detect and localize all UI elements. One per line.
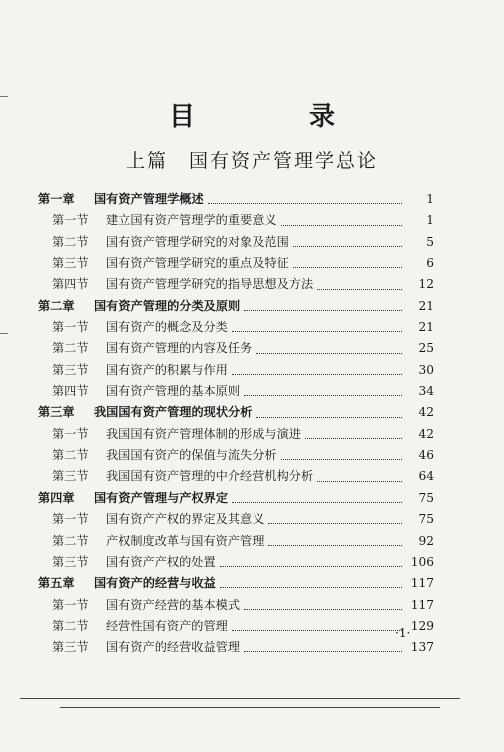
toc-entry-title: 我国国有资产的保值与流失分析 [106,448,277,463]
toc-entry-page: 21 [418,320,434,335]
toc-entry[interactable] [38,489,434,510]
toc-entry-page: 64 [418,469,434,484]
toc-entry-page: 1 [426,192,434,206]
dot-leader [244,395,402,396]
dot-leader [268,523,402,524]
toc-entry[interactable] [38,275,434,296]
toc-entry-number: 第三节 [52,640,89,655]
toc-entry[interactable] [38,467,434,488]
toc-entry-page: 12 [418,277,434,292]
toc-entry-title: 国有资产管理的内容及任务 [106,341,253,356]
toc-entry-page: 21 [418,298,434,313]
margin-tick-mark [0,333,8,334]
toc-entry-page: 42 [418,426,434,441]
dot-leader [305,438,402,439]
toc-entry[interactable] [38,190,434,211]
toc-entry-number: 第三节 [52,469,89,484]
dot-leader [232,502,402,503]
toc-entry-title: 国有资产管理的基本原则 [106,384,241,399]
toc-entry-title: 国有资产管理学研究的对象及范围 [106,234,289,249]
toc-entry-number: 第一节 [52,213,89,228]
page-title: 目 录 [168,102,379,132]
toc-entry-title: 国有资产的经营与收益 [94,576,216,591]
toc-entry[interactable] [38,425,434,446]
toc-entry-title: 国有资产管理的分类及原则 [94,298,241,313]
dot-leader [256,417,402,418]
toc-entry[interactable] [38,553,434,574]
toc-entry-page: 1 [426,213,434,228]
toc-entry-title: 国有资产管理学研究的重点及特征 [106,256,289,271]
bottom-rule [60,707,440,708]
toc-entry-title: 我国国有资产管理的现状分析 [94,405,253,420]
toc-entry-number: 第二节 [52,234,89,249]
toc-entry-number: 第五章 [38,576,75,591]
toc-entry[interactable] [38,254,434,275]
toc-entry[interactable] [38,510,434,531]
dot-leader [293,246,402,247]
toc-entry-title: 国有资产的经营收益管理 [106,640,241,655]
dot-leader [244,310,402,311]
dot-leader [232,374,402,375]
toc-entry-title: 国有资产管理学研究的指导思想及方法 [106,277,314,292]
toc-entry-number: 第二节 [52,618,89,633]
toc-entry-number: 第一节 [52,597,89,612]
dot-leader [281,459,402,460]
toc-entry-title: 国有资产的积累与作用 [106,362,228,377]
toc-entry-page: 46 [418,448,434,463]
toc-entry-title: 我国国有资产管理体制的形成与演进 [106,426,301,441]
toc-entry[interactable] [38,638,434,659]
dot-leader [268,545,402,546]
toc-entry[interactable] [38,233,434,254]
toc-entry-number: 第四节 [52,384,89,399]
toc-entry-number: 第三章 [38,405,75,420]
toc-entry-number: 第一节 [52,320,89,335]
toc-entry[interactable] [38,403,434,424]
bottom-rule [20,698,460,699]
toc-entry-title: 国有资产产权的处置 [106,554,216,569]
toc-entry-number: 第四节 [52,277,89,292]
toc-entry[interactable] [38,297,434,318]
toc-entry-title: 建立国有资产管理学的重要意义 [106,213,277,228]
toc-entry-page: 117 [410,597,434,612]
dot-leader [232,630,402,631]
toc-entry[interactable] [38,446,434,467]
toc-entry-page: 117 [410,576,434,591]
toc-entry-page: 129 [410,618,434,633]
toc-entry[interactable] [38,574,434,595]
toc-entry[interactable] [38,617,434,638]
toc-entry-number: 第二章 [38,298,75,313]
toc-entry-title: 国有资产管理学概述 [94,192,204,206]
toc-entry-title: 国有资产经营的基本模式 [106,597,241,612]
toc-entry-number: 第一节 [52,426,89,441]
toc-entry[interactable] [38,318,434,339]
toc-entry-title: 产权制度改革与国有资产管理 [106,533,265,548]
toc-entry-number: 第三节 [52,554,89,569]
toc-entry-title: 国有资产的概念及分类 [106,320,228,335]
toc-entry-page: 25 [418,341,434,356]
toc-entry-number: 第三节 [52,362,89,377]
toc-entry[interactable] [38,596,434,617]
toc-entry-title: 我国国有资产管理的中介经营机构分析 [106,469,314,484]
toc-entry-page: 5 [426,234,434,249]
toc-entry-title: 经营性国有资产的管理 [106,618,228,633]
toc-entry-page: 42 [418,405,434,420]
toc-entry-page: 34 [418,384,434,399]
toc-entry[interactable] [38,339,434,360]
toc-entry-title: 国有资产产权的界定及其意义 [106,512,265,527]
toc-entry-number: 第三节 [52,256,89,271]
dot-leader [317,481,402,482]
toc-entry-number: 第一节 [52,512,89,527]
dot-leader [208,203,402,204]
toc-entry-title: 国有资产管理与产权界定 [94,490,229,505]
toc-entry-number: 第四章 [38,490,75,505]
toc-entry-page: 6 [426,256,434,271]
dot-leader [232,331,402,332]
dot-leader [317,289,402,290]
part-subtitle: 上篇 国有资产管理学总论 [125,150,378,172]
dot-leader [256,353,402,354]
toc-entry[interactable] [38,211,434,232]
toc-entry[interactable] [38,382,434,403]
toc-entry-page: 106 [410,554,434,569]
dot-leader [293,267,402,268]
toc-entry-page: 30 [418,362,434,377]
toc-entry-number: 第二节 [52,448,89,463]
toc-entry-number: 第二节 [52,341,89,356]
toc-entry[interactable] [38,361,434,382]
toc-entry-page: 137 [410,640,434,655]
toc-entry-number: 第一章 [38,192,75,206]
table-of-contents [38,190,434,660]
dot-leader [244,651,402,652]
dot-leader [220,587,402,588]
dot-leader [281,225,402,226]
toc-entry-number: 第二节 [52,533,89,548]
dot-leader [220,566,402,567]
toc-entry[interactable] [38,532,434,553]
dot-leader [244,609,402,610]
toc-entry-page: 92 [418,533,434,548]
page-number: ·1· [395,626,411,640]
toc-entry-page: 75 [418,490,434,505]
toc-entry-page: 75 [418,512,434,527]
